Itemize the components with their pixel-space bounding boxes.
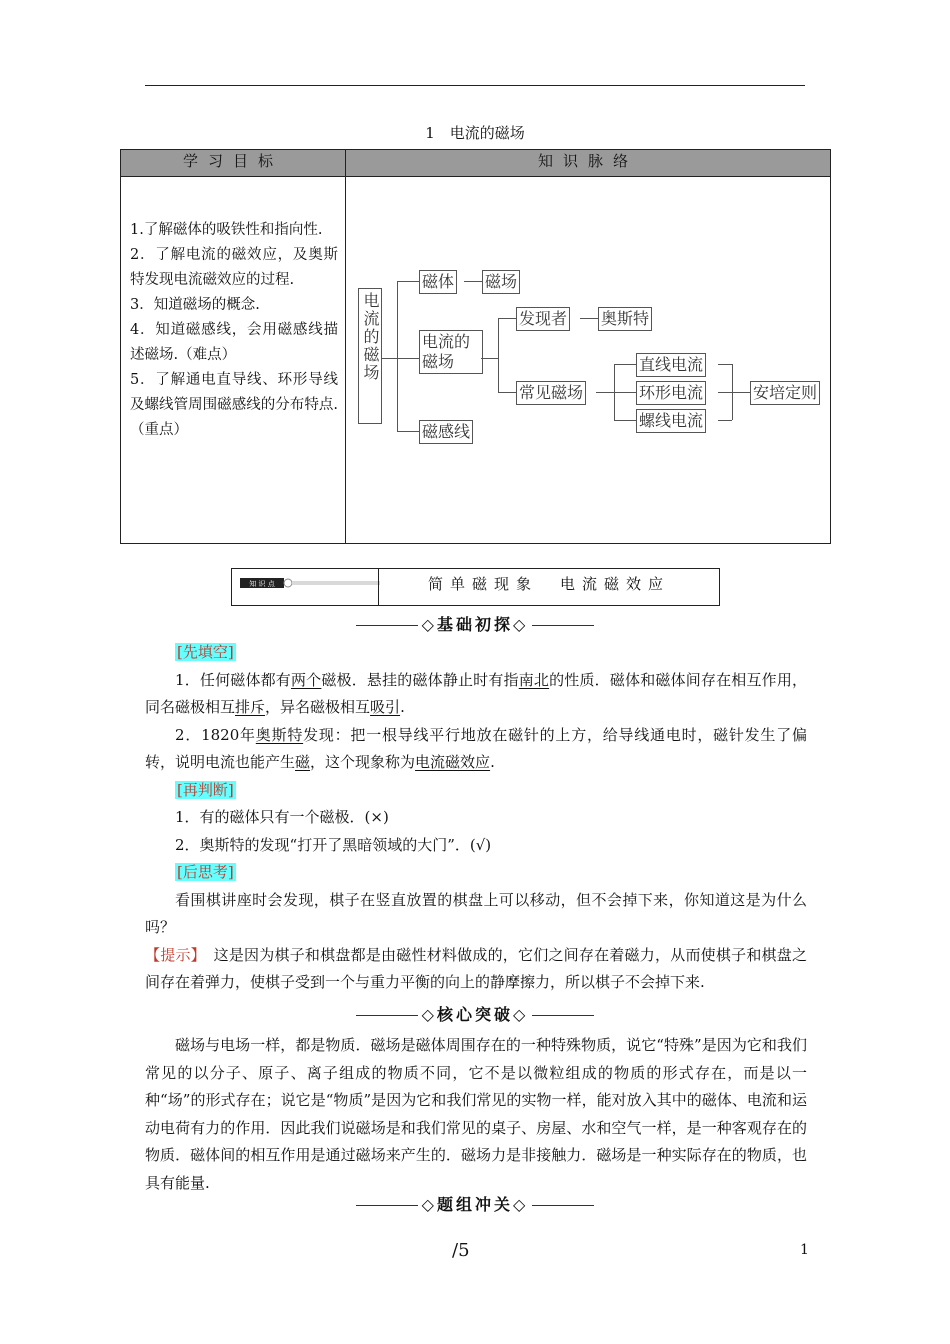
node-straight-current: 直线电流 — [636, 353, 706, 377]
goals-header: 学习目标 — [121, 150, 345, 177]
think-label: [后思考] — [177, 863, 234, 881]
node-current-field: 电流的磁场 — [419, 330, 483, 374]
basic-content — [145, 639, 807, 997]
judge-item: 1．有的磁体只有一个磁极．(×) — [175, 808, 389, 826]
node-discoverer: 发现者 — [516, 307, 570, 331]
knowledge-header: 知识脉络 — [346, 150, 830, 177]
column-divider — [345, 150, 346, 543]
goal-item: 4．知道磁感线，会用磁感线描述磁场.（难点） — [130, 322, 338, 363]
node-common-fields: 常见磁场 — [516, 381, 586, 405]
judge-item: 2．奥斯特的发现“打开了黑暗领域的大门”．(√) — [175, 835, 492, 854]
node-field: 磁场 — [482, 270, 520, 294]
goal-item: 1.了解磁体的吸铁性和指向性. — [130, 222, 323, 238]
knowledge-network — [354, 266, 830, 466]
topic-banner — [231, 568, 720, 606]
think-hint: 【提示】 这是因为棋子和棋盘都是由磁性材料做成的，它们之间存在着磁力，从而使棋子和棋盘之间存在着弹力，使棋子受到一个与重力平衡的向上的静摩擦力，所以棋子不会掉下来. — [145, 945, 807, 991]
core-text: 磁场与电场一样，都是物质．磁场是磁体周围存在的一种特殊物质，说它“特殊”是因为它和我们常见的以分子、原子、离子组成的物质不同，它不是以微粒组成的物质的形式存在，而是以一种“场”的形式存在；说它是“物质”是因为它和我们常见的实物一样，能对放入其中的磁体、电流和运动电荷有力的作用．因此我们说磁场是和我们常见的桌子、房屋、水和空气一样，是一种客观存在的物质．磁体间的相互作用是通过磁场来产生的．磁场力是非接触力．磁场是一种实际存在的物质，也具有能量. — [145, 1036, 807, 1192]
node-magnet: 磁体 — [419, 270, 457, 294]
objectives-table — [120, 149, 831, 544]
goals-list — [130, 218, 338, 443]
goal-item: 3．知道磁场的概念. — [130, 297, 260, 313]
fill-label: [先填空] — [177, 643, 234, 661]
node-field-lines: 磁感线 — [419, 420, 473, 444]
goal-item: 2．了解电流的磁效应，及奥斯特发现电流磁效应的过程. — [130, 247, 338, 288]
node-solenoid-current: 螺线电流 — [636, 409, 706, 433]
knowledge-point-tag — [240, 578, 380, 588]
page-number: 1 — [800, 1242, 809, 1258]
node-ampere-rule: 安培定则 — [750, 381, 820, 405]
section-basic: ◇基础初探◇ — [0, 612, 950, 635]
fill-item-1: 1．任何磁体都有两个磁极．悬挂的磁体静止时有指南北的性质．磁体和磁体间存在相互作用，同名磁极相互排斥，异名磁极相互吸引. — [145, 670, 807, 716]
section-group: ◇题组冲关◇ — [0, 1192, 950, 1215]
think-question: 看围棋讲座时会发现，棋子在竖直放置的棋盘上可以移动，但不会掉下来，你知道这是为什么吗？ — [145, 890, 807, 936]
lesson-title: 1 电流的磁场 — [425, 124, 525, 142]
header-rule — [145, 85, 805, 86]
node-oersted: 奥斯特 — [598, 307, 652, 331]
goal-item: 5．了解通电直导线、环形导线及螺线管周围磁感线的分布特点.（重点） — [130, 372, 338, 438]
tag-text: 知 识 点 — [249, 580, 275, 588]
node-loop-current: 环形电流 — [636, 381, 706, 405]
node-root: 电流的磁场 — [358, 288, 382, 424]
fill-item-2: 2．1820年奥斯特发现：把一根导线平行地放在磁针的上方，给导线通电时，磁针发生了偏转，说明电流也能产生磁，这个现象称为电流磁效应. — [145, 725, 807, 771]
page-total: /5 — [452, 1240, 470, 1261]
judge-label: [再判断] — [177, 780, 234, 799]
banner-title: 简单磁现象 电流磁效应 — [427, 575, 670, 593]
section-core: ◇核心突破◇ — [0, 1002, 950, 1025]
